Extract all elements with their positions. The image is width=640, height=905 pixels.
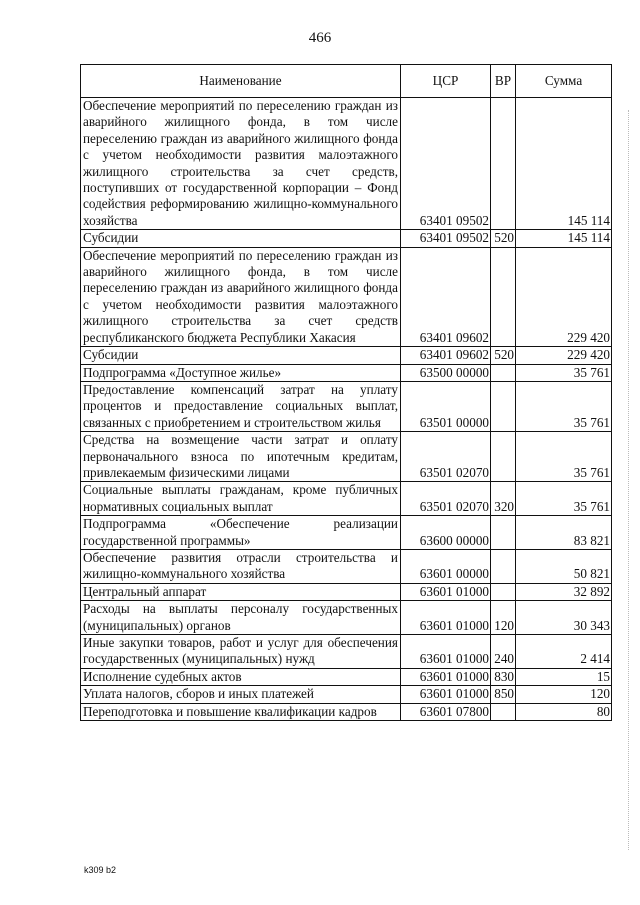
budget-table: [80, 64, 612, 721]
row-name: Иные закупки товаров, работ и услуг для обеспечения государственных (муниципальных) нужд: [81, 635, 401, 669]
header-vr: ВР: [491, 65, 516, 98]
row-csr: 63600 00000: [401, 516, 491, 550]
row-name: Обеспечение развития отрасли строительства и жилищно-коммунального хозяйства: [81, 549, 401, 583]
header-sum: Сумма: [516, 65, 612, 98]
row-sum: 30 343: [516, 601, 612, 635]
row-csr: 63601 01000: [401, 635, 491, 669]
table-row: [81, 549, 612, 583]
row-sum: 35 761: [516, 482, 612, 516]
row-vr: 320: [491, 482, 516, 516]
table-row: [81, 347, 612, 364]
row-csr: 63501 02070: [401, 482, 491, 516]
row-csr: 63601 01000: [401, 583, 491, 600]
row-csr: 63401 09502: [401, 98, 491, 230]
row-sum: 145 114: [516, 98, 612, 230]
table-row: [81, 432, 612, 482]
table-row: [81, 482, 612, 516]
row-name: Предоставление компенсаций затрат на уплату процентов и предоставление социальных выплат, связанных с приобретением и строительством жилья: [81, 381, 401, 431]
row-name: Переподготовка и повышение квалификации кадров: [81, 703, 401, 720]
row-sum: 80: [516, 703, 612, 720]
row-csr: 63401 09602: [401, 347, 491, 364]
row-vr: [491, 247, 516, 346]
row-vr: [491, 98, 516, 230]
row-csr: 63601 01000: [401, 668, 491, 685]
row-name: Социальные выплаты гражданам, кроме публичных нормативных социальных выплат: [81, 482, 401, 516]
table-row: [81, 247, 612, 346]
row-sum: 120: [516, 686, 612, 703]
table-row: [81, 686, 612, 703]
row-vr: [491, 583, 516, 600]
row-sum: 229 420: [516, 347, 612, 364]
row-sum: 2 414: [516, 635, 612, 669]
row-vr: [491, 364, 516, 381]
row-name: Субсидии: [81, 347, 401, 364]
footer-code: k309 b2: [84, 865, 117, 875]
row-sum: 35 761: [516, 381, 612, 431]
table-row: [81, 703, 612, 720]
row-sum: 229 420: [516, 247, 612, 346]
row-sum: 50 821: [516, 549, 612, 583]
row-vr: 520: [491, 230, 516, 247]
row-csr: 63601 01000: [401, 601, 491, 635]
row-sum: 15: [516, 668, 612, 685]
table-row: [81, 98, 612, 230]
table-header-row: [81, 65, 612, 98]
row-sum: 145 114: [516, 230, 612, 247]
row-vr: [491, 432, 516, 482]
table-row: [81, 381, 612, 431]
row-sum: 35 761: [516, 364, 612, 381]
table-row: [81, 635, 612, 669]
row-name: Субсидии: [81, 230, 401, 247]
table-row: [81, 516, 612, 550]
table-row: [81, 364, 612, 381]
row-vr: [491, 703, 516, 720]
table-row: [81, 583, 612, 600]
row-vr: 520: [491, 347, 516, 364]
row-vr: [491, 516, 516, 550]
row-csr: 63601 07800: [401, 703, 491, 720]
table-row: [81, 601, 612, 635]
row-vr: 120: [491, 601, 516, 635]
row-csr: 63501 00000: [401, 381, 491, 431]
row-name: Центральный аппарат: [81, 583, 401, 600]
margin-scan-marks: [628, 110, 631, 850]
row-csr: 63500 00000: [401, 364, 491, 381]
row-vr: 830: [491, 668, 516, 685]
row-csr: 63601 00000: [401, 549, 491, 583]
header-name: Наименование: [81, 65, 401, 98]
row-csr: 63601 01000: [401, 686, 491, 703]
header-csr: ЦСР: [401, 65, 491, 98]
row-name: Расходы на выплаты персоналу государственных (муниципальных) органов: [81, 601, 401, 635]
row-csr: 63501 02070: [401, 432, 491, 482]
row-name: Исполнение судебных актов: [81, 668, 401, 685]
row-name: Средства на возмещение части затрат и оплату первоначального взноса по ипотечным кредитам, привлекаемым физическими лицами: [81, 432, 401, 482]
page-number: 466: [308, 30, 332, 46]
row-name: Обеспечение мероприятий по переселению граждан из аварийного жилищного фонда, в том числе переселению граждан из аварийного жилищного фонда с учетом необходимости развития малоэтажного жилищного строительства за счет средств, поступивших от государственной корпорации – Фонд содействия реформированию жилищно-коммунального хозяйства: [81, 98, 401, 230]
table-row: [81, 230, 612, 247]
row-name: Уплата налогов, сборов и иных платежей: [81, 686, 401, 703]
table-row: [81, 668, 612, 685]
row-name: Подпрограмма «Обеспечение реализации государственной программы»: [81, 516, 401, 550]
row-sum: 83 821: [516, 516, 612, 550]
row-vr: [491, 381, 516, 431]
row-csr: 63401 09502: [401, 230, 491, 247]
row-name: Обеспечение мероприятий по переселению граждан из аварийного жилищного фонда, в том числе переселению граждан из аварийного жилищного фонда с учетом необходимости развития малоэтажного жилищного строительства за счет средств республиканского бюджета Республики Хакасия: [81, 247, 401, 346]
row-name: Подпрограмма «Доступное жилье»: [81, 364, 401, 381]
row-vr: 240: [491, 635, 516, 669]
row-sum: 32 892: [516, 583, 612, 600]
row-vr: [491, 549, 516, 583]
row-csr: 63401 09602: [401, 247, 491, 346]
row-sum: 35 761: [516, 432, 612, 482]
row-vr: 850: [491, 686, 516, 703]
